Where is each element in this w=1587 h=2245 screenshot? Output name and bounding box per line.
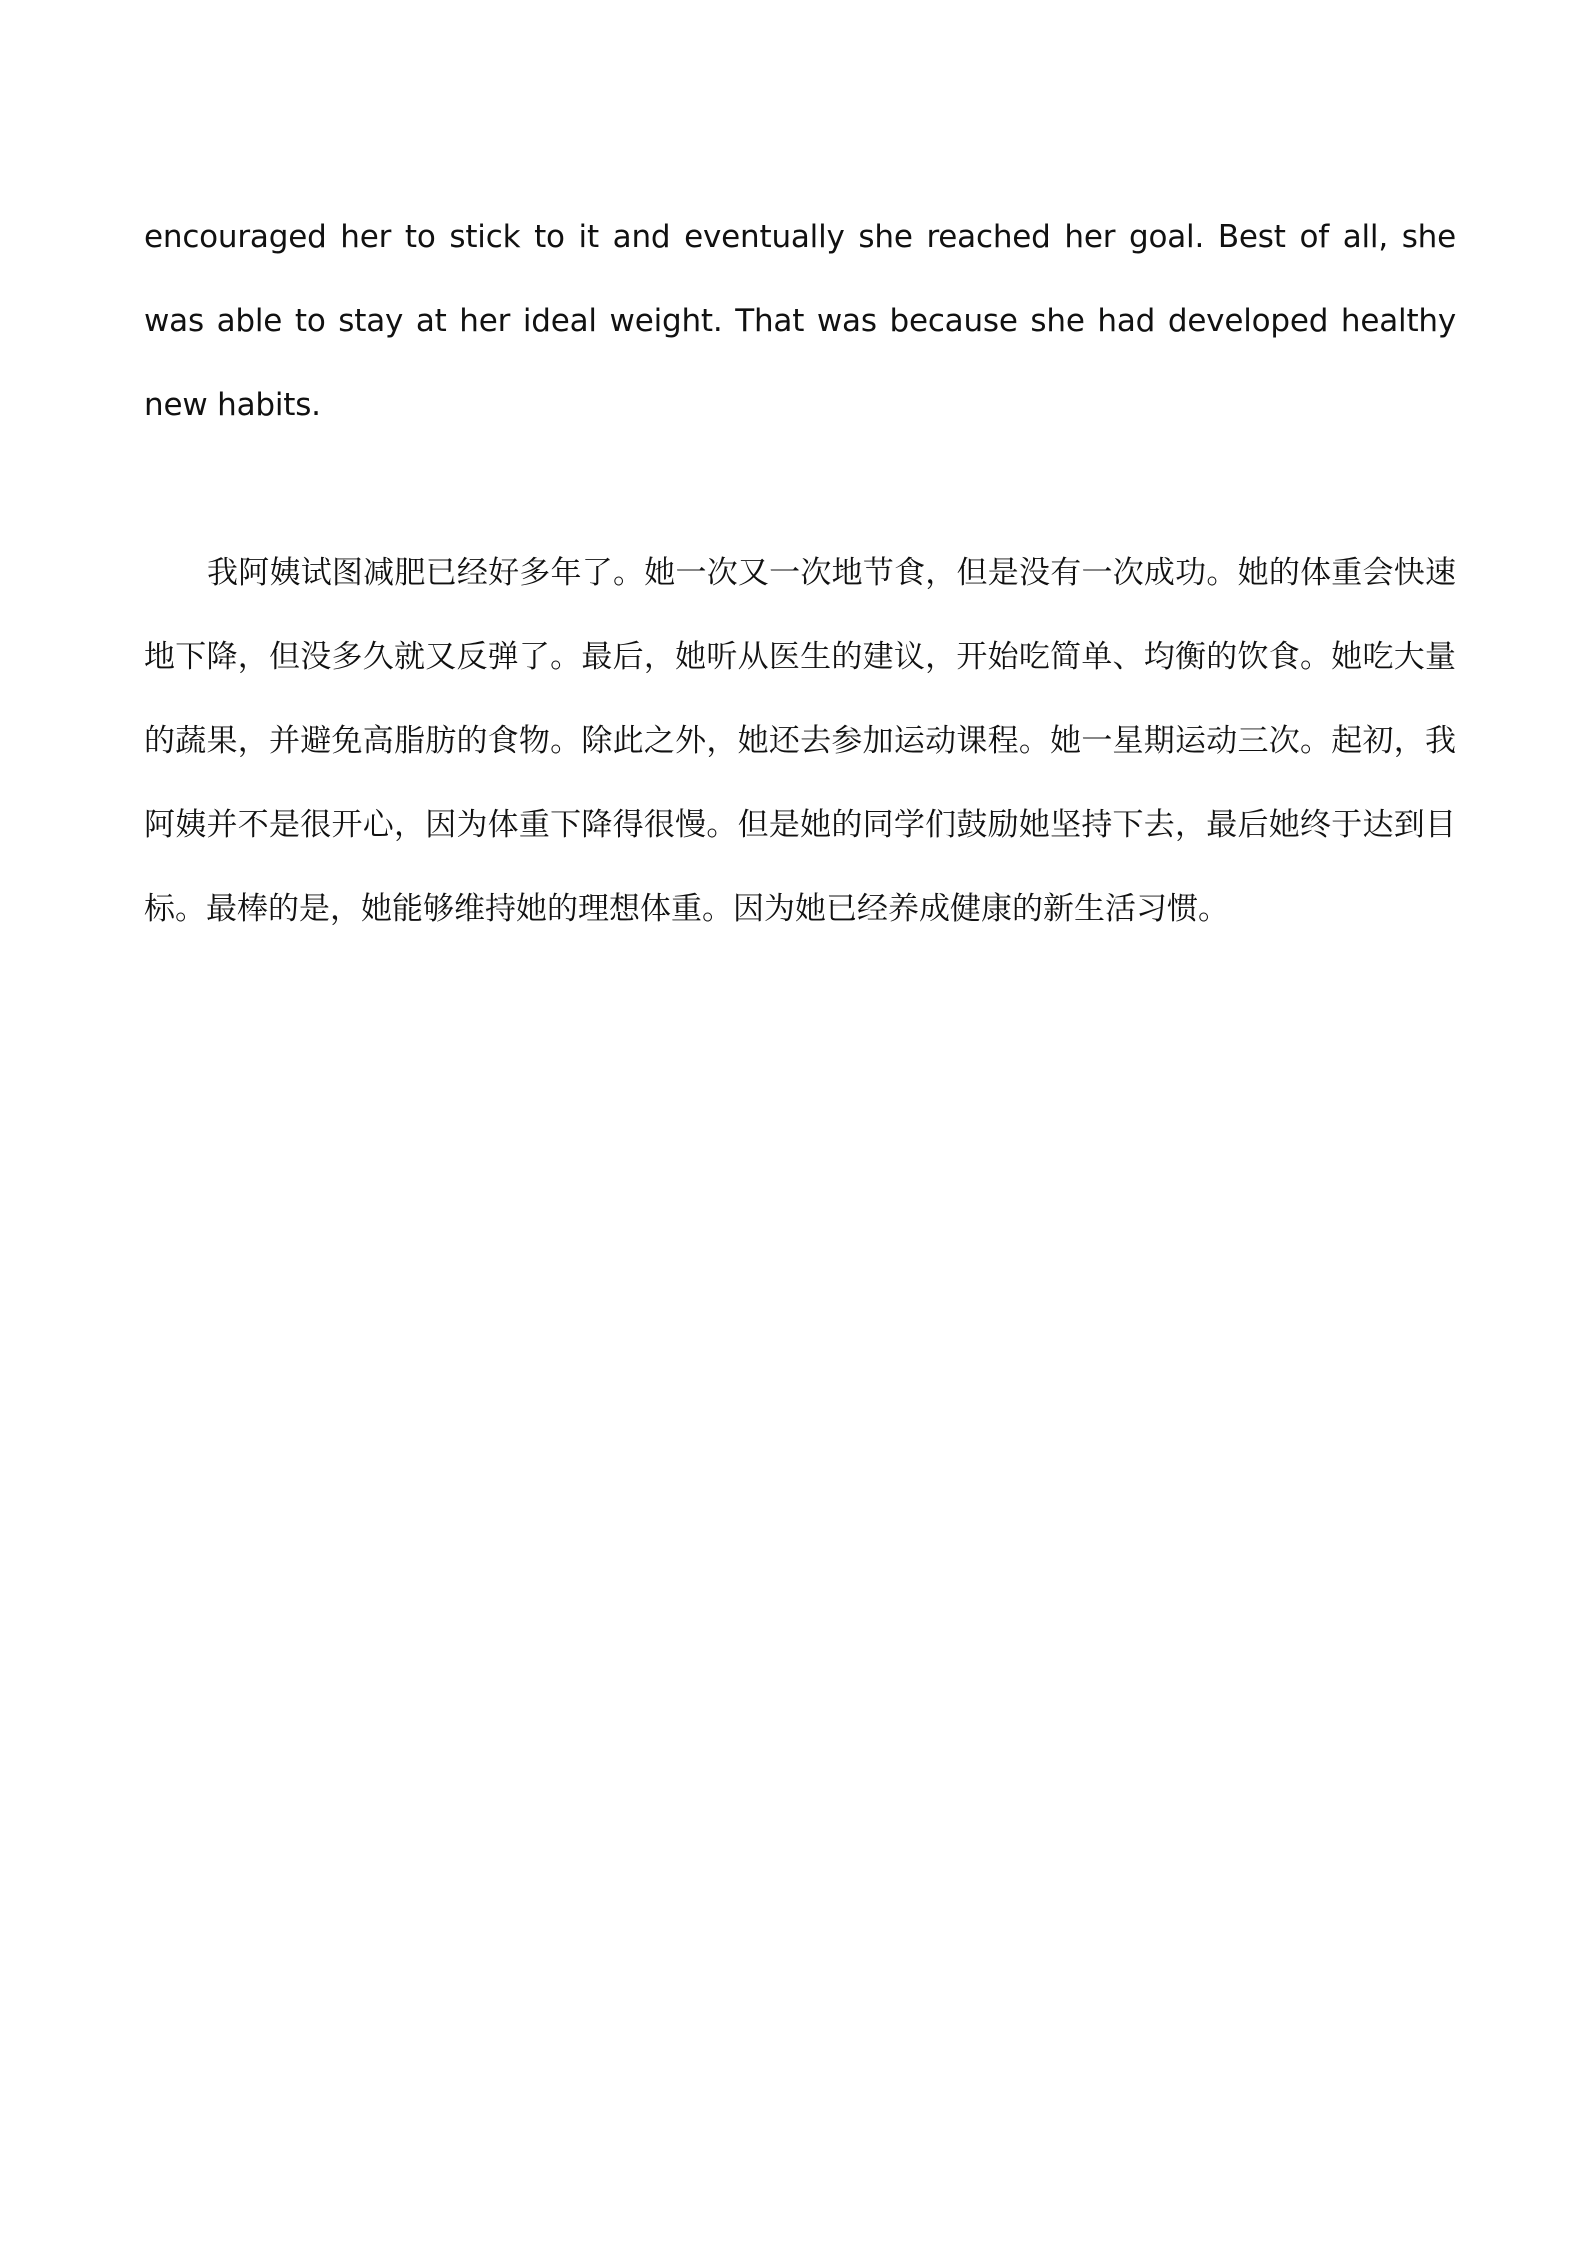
- chinese-paragraph: 我阿姨试图减肥已经好多年了。她一次又一次地节食，但是没有一次成功。她的体重会快速地下降，但没多久就又反弹了。最后，她听从医生的建议，开始吃简单、均衡的饮食。她吃大量的蔬果，并避免高脂肪的食物。除此之外，她还去参加运动课程。她一星期运动三次。起初，我阿姨并不是很开心，因为体重下降得很慢。但是她的同学们鼓励她坚持下去，最后她终于达到目标。最棒的是，她能够维持她的理想体重。因为她已经养成健康的新生活习惯。: [144, 555, 1456, 927]
- english-paragraph: encouraged her to stick to it and eventually she reached her goal. Best of all, she was able to stay at her ideal weight. That was because she had developed healthy new habits.: [144, 219, 1456, 423]
